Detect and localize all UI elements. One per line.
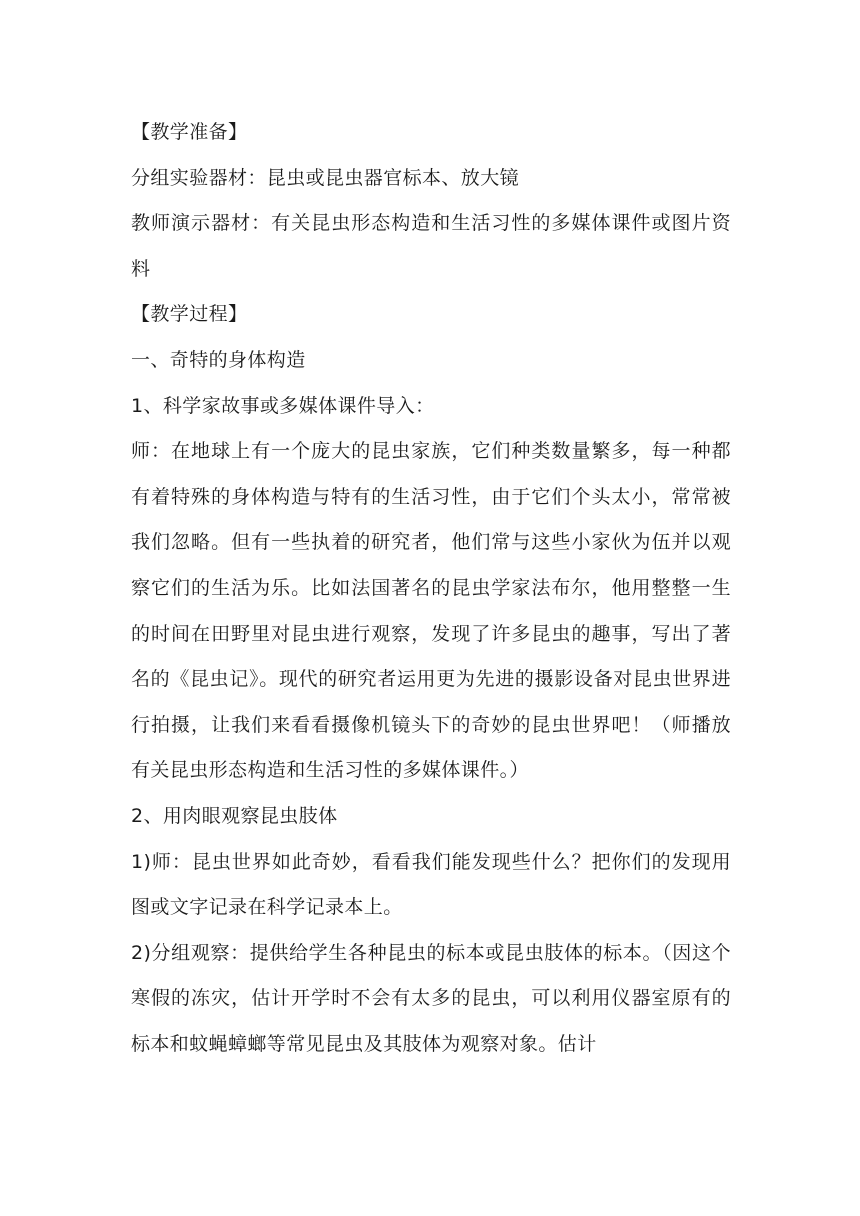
- document-body: [131, 110, 731, 1067]
- heading-teaching-preparation: 【教学准备】: [131, 121, 248, 143]
- teacher-introduction-paragraph: 师：在地球上有一个庞大的昆虫家族，它们种类数量繁多，每一种都有着特殊的身体构造与特有的生活习性，由于它们个头太小，常常被我们忽略。但有一些执着的研究者，他们常与这些小家伙为伍并以观察它们的生活为乐。比如法国著名的昆虫学家法布尔，他用整整一生的时间在田野里对昆虫进行观察，发现了许多昆虫的趣事，写出了著名的《昆虫记》。现代的研究者运用更为先进的摄影设备对昆虫世界进行拍摄，让我们来看看摄像机镜头下的奇妙的昆虫世界吧！（师播放有关昆虫形态构造和生活习性的多媒体课件。）: [131, 440, 731, 782]
- step-story-introduction: 1、科学家故事或多媒体课件导入：: [131, 394, 435, 417]
- teacher-demo-materials: 教师演示器材：有关昆虫形态构造和生活习性的多媒体课件或图片资料: [131, 212, 731, 280]
- substep-teacher-prompt: 1)师：昆虫世界如此奇妙，看看我们能发现些什么？把你们的发现用图或文字记录在科学记录本上。: [131, 850, 731, 919]
- heading-teaching-process: 【教学过程】: [131, 303, 248, 326]
- substep-group-observation: 2)分组观察：提供给学生各种昆虫的标本或昆虫肢体的标本。（因这个寒假的冻灾，估计开学时不会有太多的昆虫，可以利用仪器室原有的标本和蚊蝇蟑螂等常见昆虫及其肢体为观察对象。估计: [131, 941, 731, 1055]
- section-body-structure: 一、奇特的身体构造: [131, 348, 306, 371]
- group-experiment-materials: 分组实验器材：昆虫或昆虫器官标本、放大镜: [131, 166, 520, 189]
- step-naked-eye-observation: 2、用肉眼观察昆虫肢体: [131, 804, 338, 827]
